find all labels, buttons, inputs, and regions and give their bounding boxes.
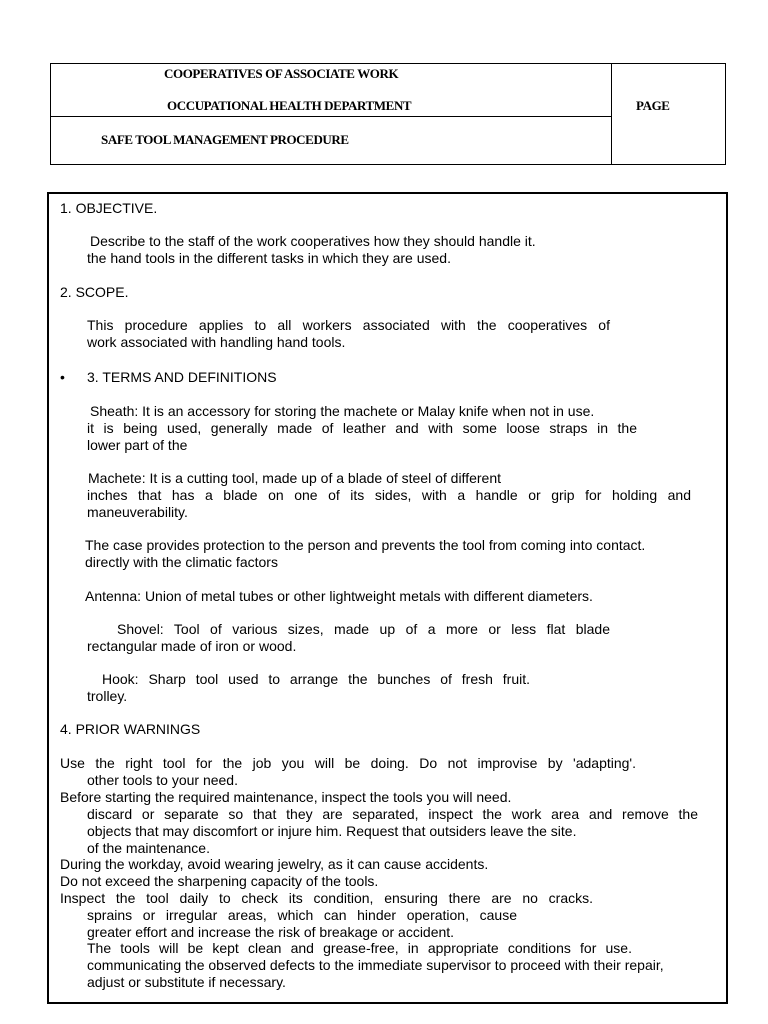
warning-5-text: Inspect the tool daily to check its condition, ensuring there are no cracks. (60, 890, 593, 906)
warning-3-line (60, 856, 488, 874)
header-dept: OCCUPATIONAL HEALTH DEPARTMENT (167, 98, 412, 113)
section-4-title: 4. PRIOR WARNINGS (60, 721, 201, 737)
section-4-heading (60, 721, 200, 739)
scope-line-1: This procedure applies to all workers associated with the cooperatives of (87, 317, 610, 333)
shovel-line-2: rectangular made of iron or wood. (87, 638, 297, 654)
warning-2-line-4: of the maintenance. (87, 840, 210, 856)
header-divider-vertical (611, 64, 612, 164)
section-3-bullet: • (60, 369, 65, 385)
objective-line-1: Describe to the staff of the work cooperatives how they should handle it. (90, 233, 536, 249)
warning-1-line-1 (60, 755, 636, 773)
header-divider-horizontal (51, 116, 611, 117)
warning-5-line-2: sprains or irregular areas, which can hinder operation, cause (87, 907, 517, 923)
warning-2-text: Before starting the required maintenance, inspect the tools you will need. (60, 789, 512, 805)
warning-5-line-5: communicating the observed defects to the immediate supervisor to proceed with their repair, (87, 957, 664, 973)
machete-line-2: inches that has a blade on one of its sides, with a handle or grip for holding and (87, 487, 691, 503)
header-table (50, 63, 726, 165)
case-line-2: directly with the climatic factors (85, 554, 278, 570)
case-line-1: The case provides protection to the person and prevents the tool from coming into contact. (85, 537, 646, 553)
header-org: COOPERATIVES OF ASSOCIATE WORK (164, 66, 399, 81)
warning-4-text: Do not exceed the sharpening capacity of the tools. (60, 873, 379, 889)
section-3-title: 3. TERMS AND DEFINITIONS (87, 369, 277, 385)
sheath-line-3: lower part of the (87, 437, 188, 453)
warning-2-line-1 (60, 789, 511, 807)
warning-5-line-4: The tools will be kept clean and grease-free, in appropriate conditions for use. (87, 940, 632, 956)
warning-5-line-1 (60, 890, 593, 908)
section-1-title: 1. OBJECTIVE. (60, 200, 158, 216)
hook-line-2: trolley. (87, 688, 128, 704)
warning-1-text: Use the right tool for the job you will be doing. Do not improvise by 'adapting'. (60, 755, 636, 771)
warning-1-line-2: other tools to your need. (87, 772, 238, 788)
warning-2-line-3: objects that may discomfort or injure him. Request that outsiders leave the site. (87, 823, 577, 839)
header-page-label: PAGE (636, 98, 670, 113)
machete-line-3: maneuverability. (87, 504, 188, 520)
sheath-line-1: Sheath: It is an accessory for storing the machete or Malay knife when not in use. (90, 403, 595, 419)
header-procedure: SAFE TOOL MANAGEMENT PROCEDURE (101, 132, 349, 147)
machete-line-1: Machete: It is a cutting tool, made up of a blade of steel of different (88, 470, 501, 486)
shovel-line-1: Shovel: Tool of various sizes, made up of a more or less flat blade (117, 621, 610, 637)
warning-2-line-2: discard or separate so that they are separated, inspect the work area and remove the (87, 806, 698, 822)
warning-5-line-3: greater effort and increase the risk of breakage or accident. (87, 924, 455, 940)
hook-line-1: Hook: Sharp tool used to arrange the bunches of fresh fruit. (102, 671, 530, 687)
warning-3-text: During the workday, avoid wearing jewelry, as it can cause accidents. (60, 856, 489, 872)
antenna-line: Antenna: Union of metal tubes or other lightweight metals with different diameters. (85, 588, 593, 604)
section-2-title: 2. SCOPE. (60, 284, 129, 300)
section-1-heading (60, 200, 157, 218)
objective-line-2: the hand tools in the different tasks in which they are used. (87, 250, 451, 266)
warning-5-line-6: adjust or substitute if necessary. (87, 974, 286, 990)
section-2-heading (60, 284, 128, 302)
scope-line-2: work associated with handling hand tools. (87, 334, 346, 350)
warning-4-line (60, 873, 378, 891)
sheath-line-2: it is being used, generally made of leather and with some loose straps in the (87, 420, 637, 436)
